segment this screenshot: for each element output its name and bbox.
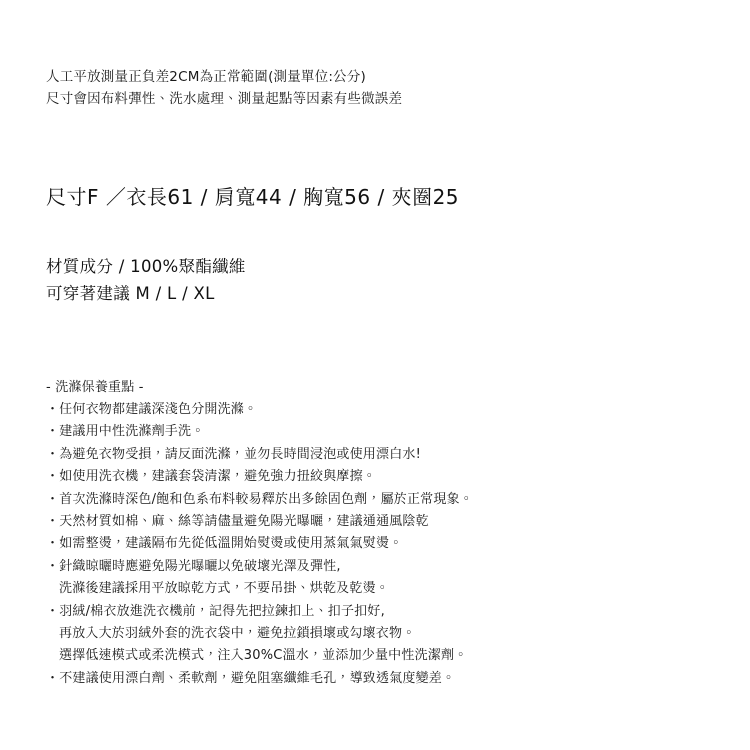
material-block: [46, 253, 246, 307]
care-instructions-block: [46, 377, 473, 690]
measurement-notes-block: [46, 66, 402, 110]
care-item: ・針織晾曬時應避免陽光曝曬以免破壞光澤及彈性,: [46, 558, 341, 574]
measurement-note-line: 人工平放測量正負差2CM為正常範圍(測量單位:公分): [46, 69, 366, 85]
care-item: ・首次洗滌時深色/飽和色系布料較易釋於出多餘固色劑，屬於正常現象。: [46, 491, 473, 507]
care-item: ・任何衣物都建議深淺色分開洗滌。: [46, 402, 258, 417]
care-instructions-title: - 洗滌保養重點 -: [46, 380, 144, 395]
care-item: ・為避免衣物受損，請反面洗滌，並勿長時間浸泡或使用漂白水!: [46, 446, 422, 462]
care-item: 再放入大於羽絨外套的洗衣袋中，避免拉鎖損壞或勾壞衣物。: [59, 626, 416, 642]
care-item: ・如使用洗衣機，建議套袋清潔，避免強力扭絞與摩擦。: [46, 469, 377, 485]
care-item: 選擇低速模式或柔洗模式，注入30%C溫水，並添加少量中性洗潔劑。: [59, 648, 468, 664]
size-spec-block: [46, 182, 459, 212]
care-item: ・天然材質如棉、麻、絲等請儘量避免陽光曝曬，建議通通風陰乾: [46, 514, 429, 530]
care-item: ・羽絨/棉衣放進洗衣機前，記得先把拉鍊扣上、扣子扣好,: [46, 603, 385, 619]
care-item: ・如需整燙，建議隔布先從低溫開始熨燙或使用蒸氣氣熨燙。: [46, 536, 403, 552]
care-item: ・建議用中性洗滌劑手洗。: [46, 424, 205, 440]
size-spec-line: 尺寸F ／衣長61 / 肩寬44 / 胸寬56 / 夾圈25: [46, 185, 460, 209]
care-item: ・不建議使用漂白劑、柔軟劑，避免阻塞纖維毛孔，導致透氣度變差。: [46, 670, 456, 686]
measurement-note-line: 尺寸會因布料彈性、洗水處理、測量起點等因素有些微誤差: [46, 91, 403, 107]
recommended-size-line: 可穿著建議 M / L / XL: [46, 284, 215, 303]
material-composition-line: 材質成分 / 100%聚酯纖維: [46, 257, 246, 276]
care-item: 洗滌後建議採用平放晾乾方式，不要吊掛、烘乾及乾燙。: [59, 581, 390, 597]
